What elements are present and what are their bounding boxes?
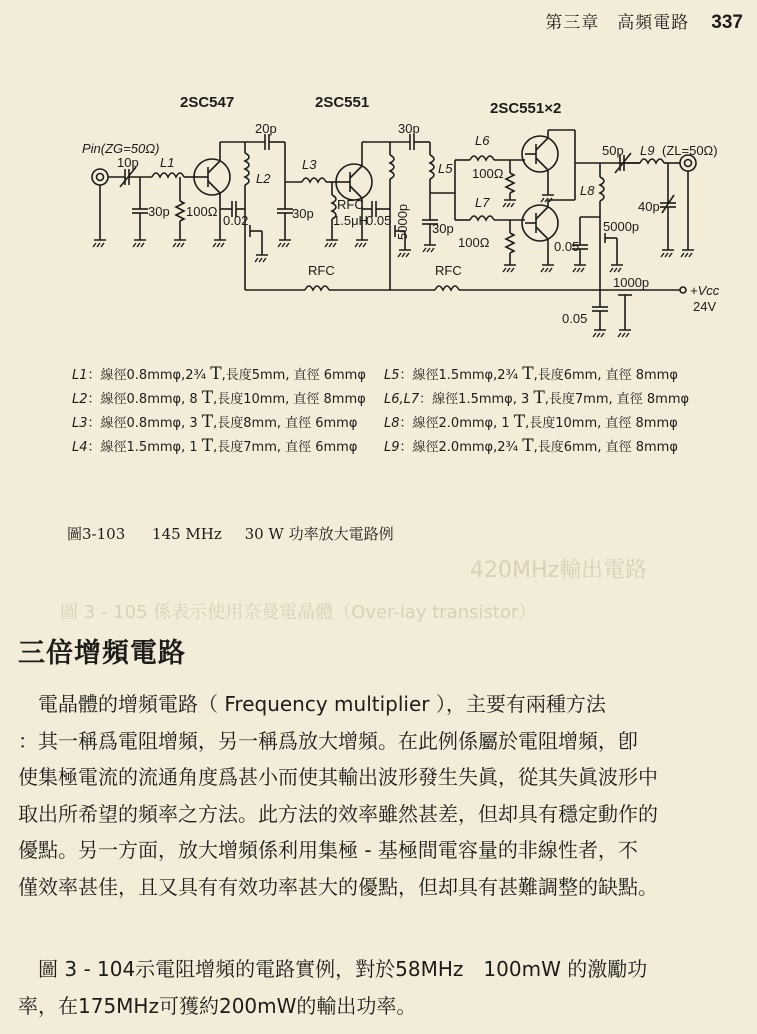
coil-spec-l8: L8：線徑2.0mmφ, 1 T,長度10mm, 直徑 8mmφ (384, 412, 678, 432)
paragraph-line: ：其一稱爲電阻增頻，另一稱爲放大增頻。在此例係屬於電阻增頻，卽 (18, 728, 638, 753)
bleed-through-heading: 420MHz輸出電路 (470, 558, 648, 583)
coil-spec-l3: L3：線徑0.8mmφ, 3 T,長度8mm, 直徑 6mmφ (72, 412, 358, 432)
section-heading: 三倍增頻電路 (18, 638, 186, 669)
svg-text:RFC: RFC (337, 197, 364, 212)
svg-text:2SC551×2: 2SC551×2 (490, 100, 562, 117)
svg-text:RFC: RFC (308, 263, 335, 278)
paragraph-line: 優點。另一方面，放大增頻係利用集極 - 基極間電容量的非線性者，不 (18, 838, 638, 862)
svg-text:L5: L5 (438, 161, 453, 176)
figure-frequency: 145 MHz (152, 525, 222, 543)
svg-text:L7: L7 (475, 195, 490, 210)
svg-text:L2: L2 (256, 171, 271, 186)
coil-spec-l4: L4：線徑1.5mmφ, 1 T,長度7mm, 直徑 6mmφ (72, 436, 358, 456)
schematic-labels (82, 94, 720, 326)
svg-text:30p: 30p (148, 204, 170, 219)
svg-text:30p: 30p (292, 206, 314, 221)
svg-text:5000p: 5000p (603, 219, 640, 234)
svg-text:2SC547: 2SC547 (180, 94, 235, 111)
svg-text:+Vcc: +Vcc (690, 283, 720, 298)
figure-caption (67, 523, 394, 544)
svg-text:L3: L3 (302, 157, 317, 172)
paragraph-line: 使集極電流的流通角度爲甚小而使其輸出波形發生失眞，從其失眞波形中 (18, 765, 658, 789)
svg-text:L6: L6 (475, 133, 490, 148)
svg-text:1.5μH: 1.5μH (333, 213, 368, 228)
chapter-title: 第三章 高頻電路 (545, 13, 690, 33)
svg-text:(ZL=50Ω): (ZL=50Ω) (662, 143, 718, 158)
circuit-diagram (80, 85, 740, 355)
svg-text:0.05: 0.05 (366, 213, 392, 228)
svg-text:L1: L1 (160, 155, 175, 170)
page-number: 337 (711, 12, 743, 33)
svg-text:Pin(ZG=50Ω): Pin(ZG=50Ω) (82, 141, 160, 156)
page-header (545, 8, 743, 34)
body-paragraph-1 (18, 686, 753, 905)
svg-text:100Ω: 100Ω (458, 235, 490, 250)
paragraph-line: 圖 3 - 104示電阻增頻的電路實例，對於58MHz 100mW 的激勵功 (18, 957, 648, 981)
svg-text:0.05: 0.05 (562, 311, 588, 326)
svg-text:30p: 30p (432, 221, 454, 236)
svg-text:2SC551: 2SC551 (315, 94, 370, 111)
svg-text:L8: L8 (580, 183, 595, 198)
svg-text:10p: 10p (117, 155, 139, 170)
paragraph-line: 電晶體的增頻電路（ Frequency multiplier ），主要有兩種方法 (18, 692, 606, 716)
coil-spec-l6-l7: L6,L7：線徑1.5mmφ, 3 T,長度7mm, 直徑 8mmφ (384, 388, 690, 408)
amplifier-schematic (80, 85, 740, 355)
svg-text:30p: 30p (398, 121, 420, 136)
figure-number: 圖3-103 (67, 525, 126, 543)
svg-text:24V: 24V (693, 299, 717, 314)
coil-spec-l5: L5：線徑1.5mmφ,2¾ T,長度6mm, 直徑 8mmφ (384, 364, 678, 384)
svg-text:5000p: 5000p (395, 203, 410, 240)
svg-text:0.05: 0.05 (554, 239, 580, 254)
svg-text:RFC: RFC (435, 263, 462, 278)
paragraph-line: 率，在175MHz可獲約200mW的輸出功率。 (18, 993, 417, 1018)
svg-text:50p: 50p (602, 143, 624, 158)
body-paragraph-2 (18, 951, 753, 1024)
paragraph-line: 僅效率甚佳，且又具有有效功率甚大的優點，但却具有甚難調整的缺點。 (18, 874, 658, 899)
svg-text:100Ω: 100Ω (186, 204, 218, 219)
svg-text:0.02: 0.02 (223, 213, 249, 228)
figure-title: 30 W 功率放大電路例 (244, 525, 394, 543)
coil-spec-l1: L1：線徑0.8mmφ,2¾ T,長度5mm, 直徑 6mmφ (72, 364, 366, 384)
svg-text:20p: 20p (255, 121, 277, 136)
paragraph-line: 取出所希望的頻率之方法。此方法的效率雖然甚差，但却具有穩定動作的 (18, 801, 658, 826)
svg-text:1000p: 1000p (613, 275, 650, 290)
svg-text:L9: L9 (640, 143, 655, 158)
svg-text:40p: 40p (638, 199, 660, 214)
bleed-through-line: 圖 3 - 105 係表示使用奈曼電晶體（Over-lay transistor） (60, 602, 537, 623)
coil-spec-l2: L2：線徑0.8mmφ, 8 T,長度10mm, 直徑 8mmφ (72, 388, 366, 408)
coil-spec-l9: L9：線徑2.0mmφ,2¾ T,長度6mm, 直徑 8mmφ (384, 436, 678, 456)
svg-text:100Ω: 100Ω (472, 166, 504, 181)
